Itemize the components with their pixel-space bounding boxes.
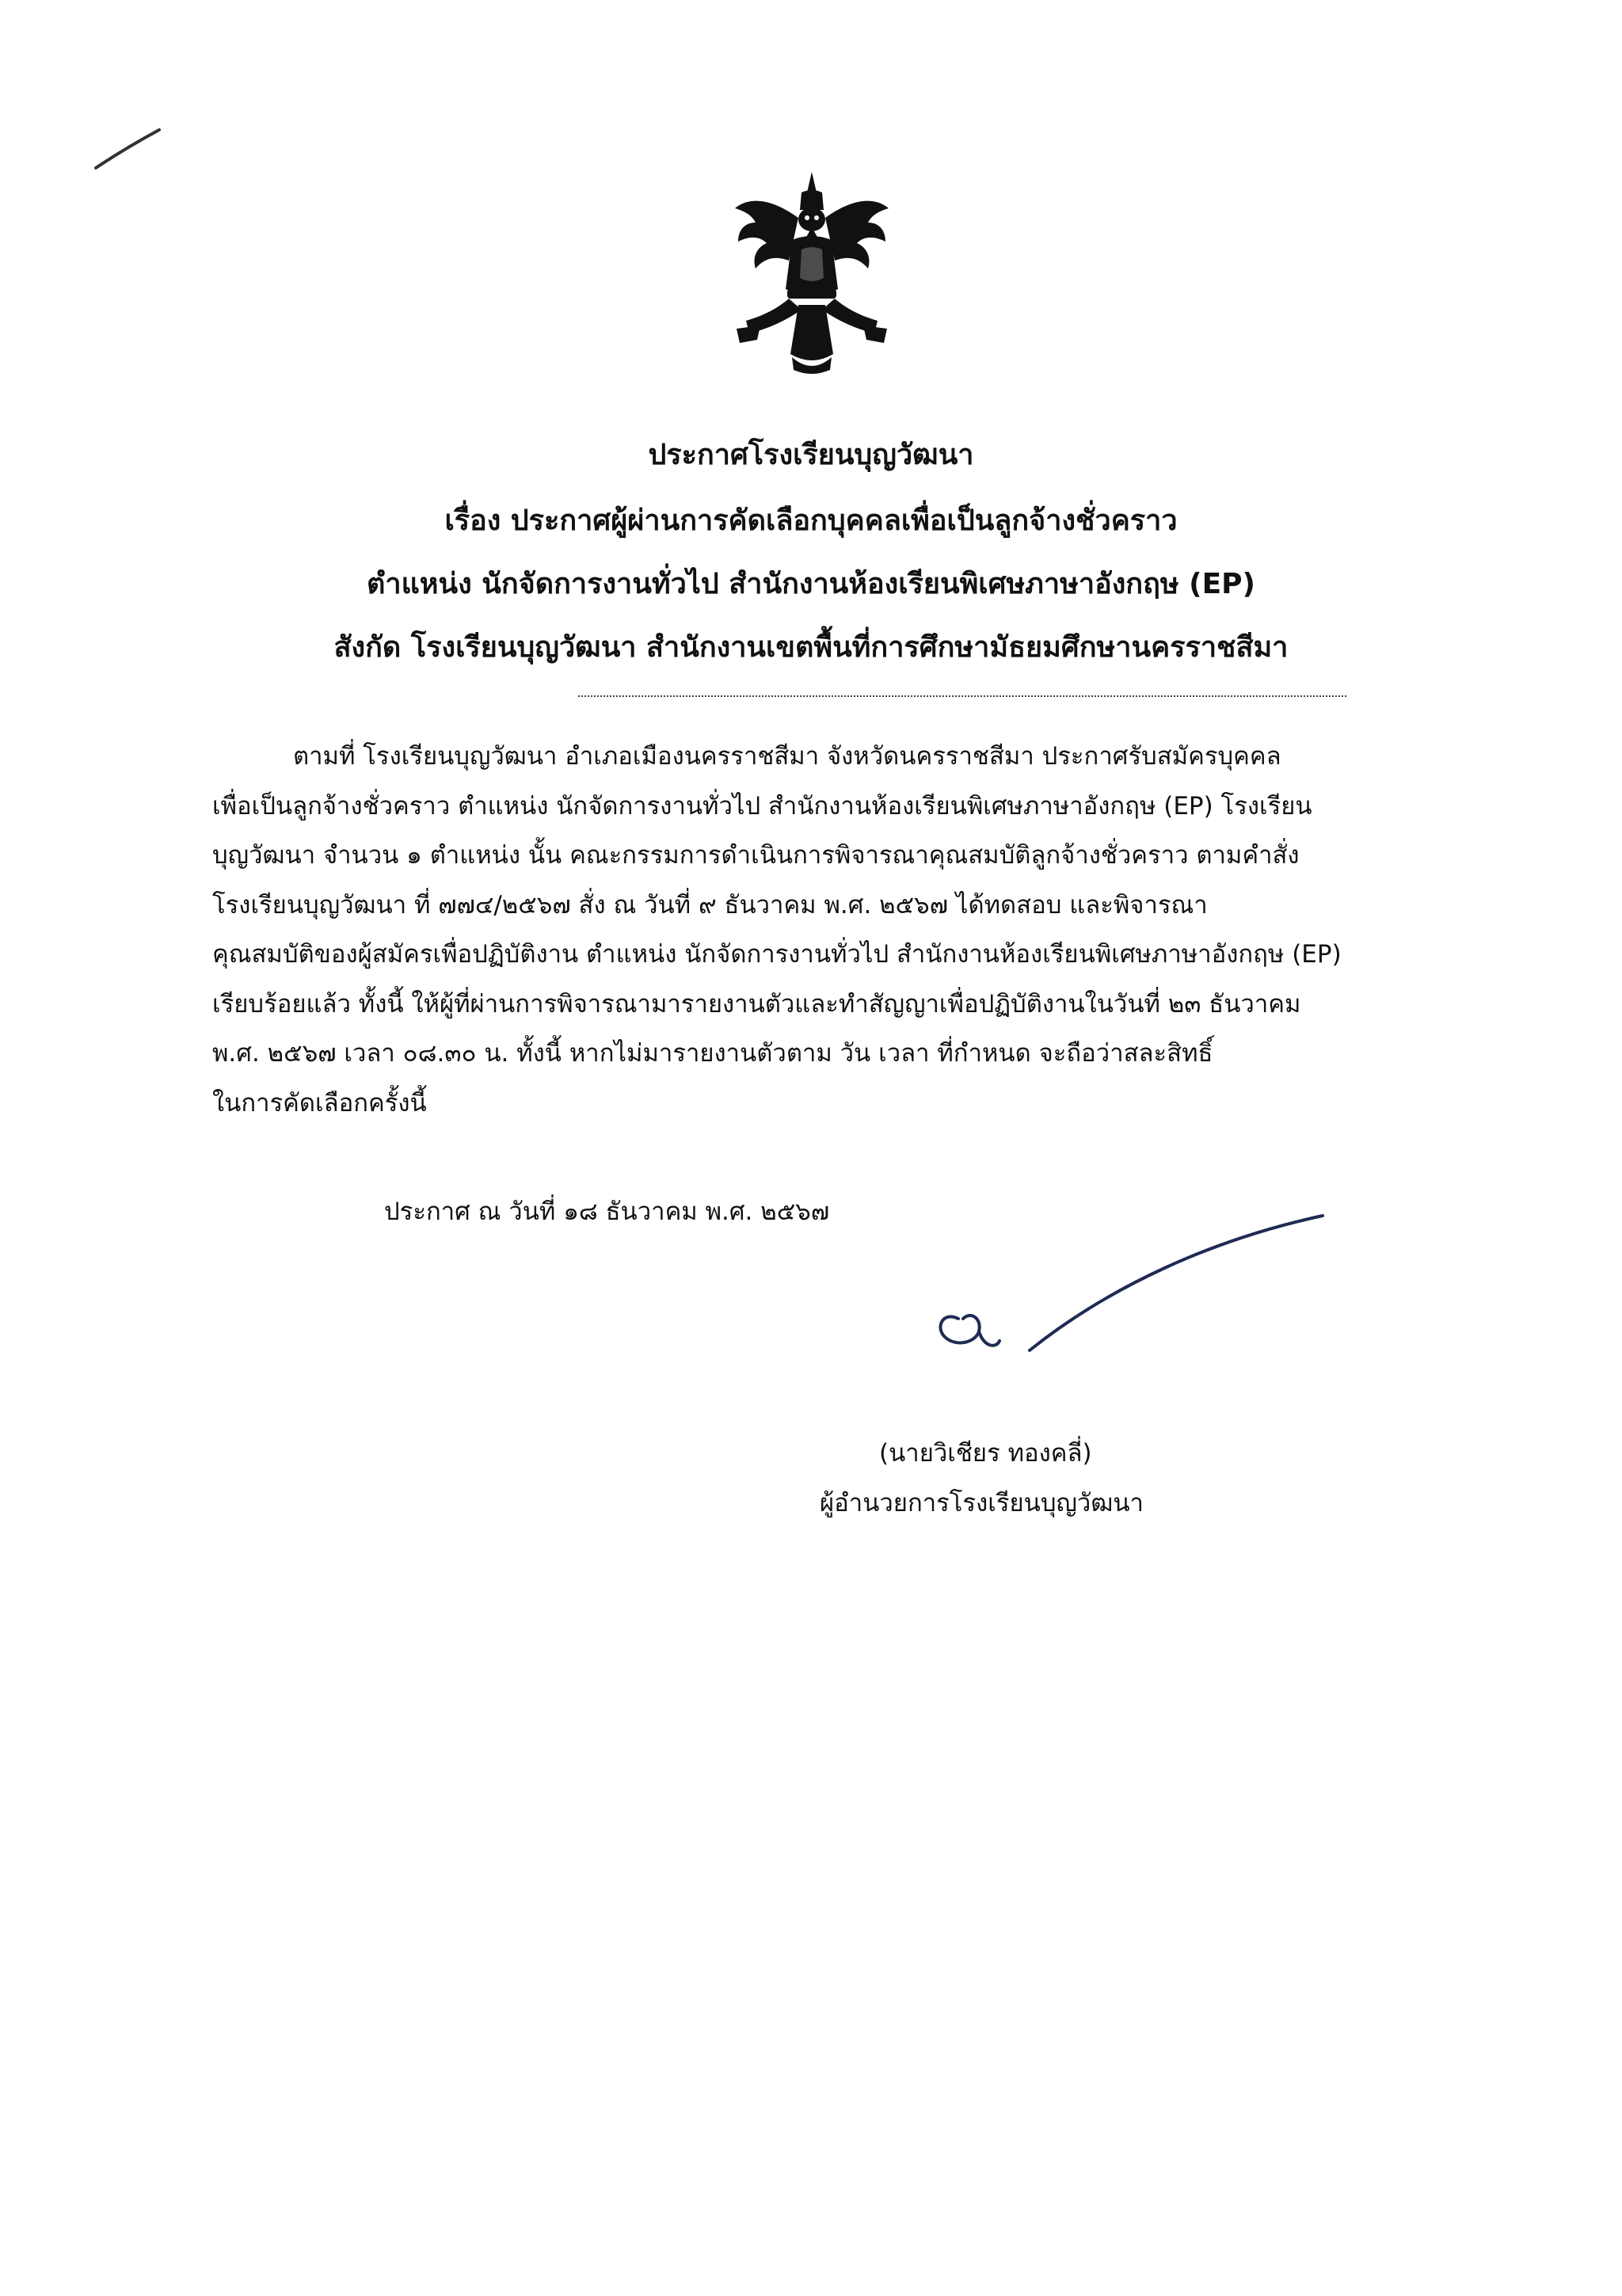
signer-name: (นายวิเชียร ทองคลี่)	[879, 1439, 1092, 1468]
body-line: เรียบร้อยแล้ว ทั้งนี้ ให้ผู้ที่ผ่านการพิจารณามารายงานตัวและทำสัญญาเพื่อปฏิบัติงานในวันที่ ๒๓ ธันวาคม	[212, 990, 1301, 1019]
announcement-subject: เรื่อง ประกาศผู้ผ่านการคัดเลือกบุคคลเพื่อเป็นลูกจ้างชั่วคราว	[444, 505, 1178, 537]
body-line: พ.ศ. ๒๕๖๗ เวลา ๐๘.๓๐ น. ทั้งนี้ หากไม่มารายงานตัวตาม วัน เวลา ที่กำหนด จะถือว่าสละสิทธิ์	[212, 1039, 1213, 1068]
garuda-emblem-icon	[729, 170, 895, 376]
body-line: บุญวัฒนา จำนวน ๑ ตำแหน่ง นั้น คณะกรรมการดำเนินการพิจารณาคุณสมบัติลูกจ้างชั่วคราว ตามคำสั่ง	[212, 841, 1300, 870]
dotted-separator	[578, 695, 1346, 697]
announcement-position: ตำแหน่ง นักจัดการงานทั่วไป สำนักงานห้องเรียนพิเศษภาษาอังกฤษ (EP)	[366, 568, 1256, 600]
body-line: โรงเรียนบุญวัฒนา ที่ ๗๗๔/๒๕๖๗ สั่ง ณ วันที่ ๙ ธันวาคม พ.ศ. ๒๕๖๗ ได้ทดสอบ และพิจารณา	[212, 891, 1208, 920]
signature-icon	[911, 1192, 1338, 1398]
check-stroke-icon	[91, 127, 162, 174]
announcement-affiliation: สังกัด โรงเรียนบุญวัฒนา สำนักงานเขตพื้นที่การศึกษามัธยมศึกษานครราชสีมา	[333, 631, 1289, 664]
body-line: ในการคัดเลือกครั้งนี้	[212, 1089, 427, 1118]
body-line: คุณสมบัติของผู้สมัครเพื่อปฏิบัติงาน ตำแหน่ง นักจัดการงานทั่วไป สำนักงานห้องเรียนพิเศษภาษาอังกฤษ (EP)	[212, 940, 1342, 969]
signer-title: ผู้อำนวยการโรงเรียนบุญวัฒนา	[820, 1489, 1144, 1517]
announcement-heading: ประกาศโรงเรียนบุญวัฒนา	[648, 439, 974, 471]
body-line: เพื่อเป็นลูกจ้างชั่วคราว ตำแหน่ง นักจัดการงานทั่วไป สำนักงานห้องเรียนพิเศษภาษาอังกฤษ (EP) โรงเรียน	[212, 792, 1312, 821]
body-line: ตามที่ โรงเรียนบุญวัฒนา อำเภอเมืองนครราชสีมา จังหวัดนครราชสีมา ประกาศรับสมัครบุคคล	[293, 742, 1281, 771]
announcement-date: ประกาศ ณ วันที่ ๑๘ ธันวาคม พ.ศ. ๒๕๖๗	[384, 1197, 830, 1226]
